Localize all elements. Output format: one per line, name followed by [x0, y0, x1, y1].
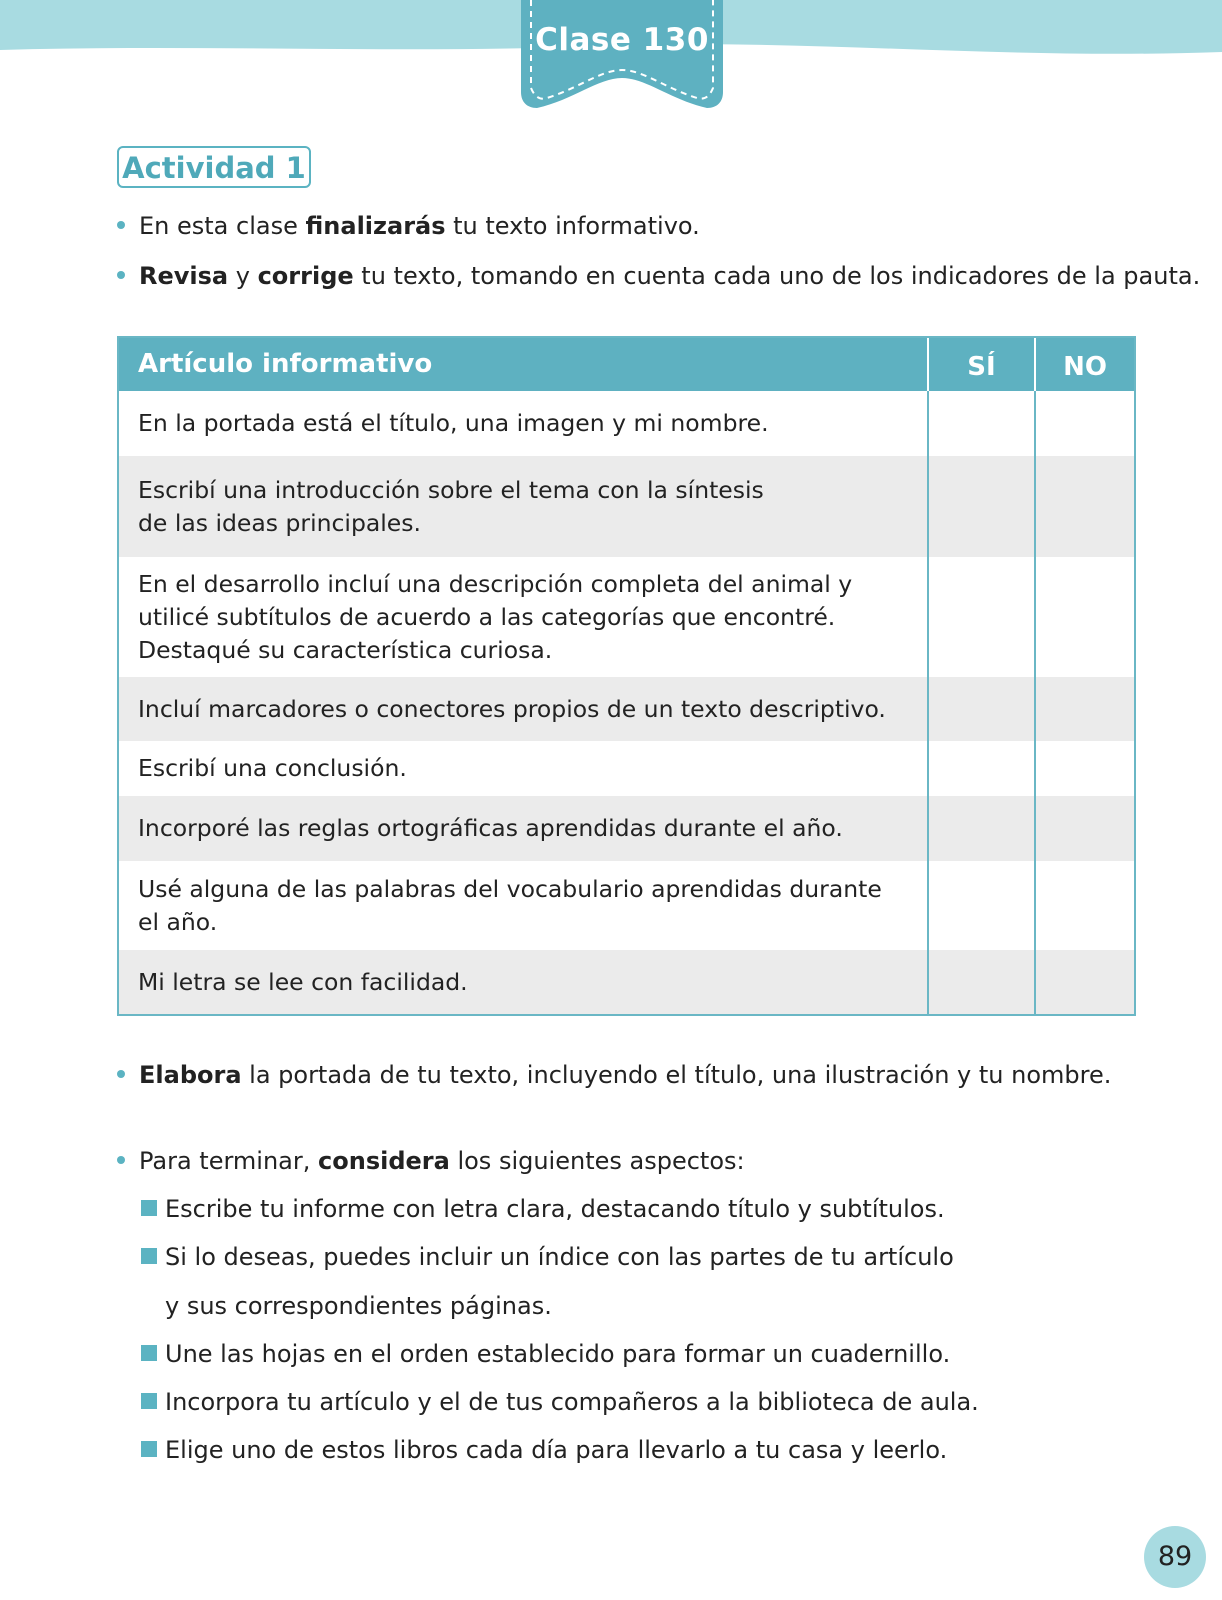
no-cell[interactable] [1034, 456, 1134, 557]
yes-cell[interactable] [927, 861, 1034, 950]
bullet-dot [117, 1070, 125, 1078]
square-bullet [141, 1200, 157, 1216]
yes-cell[interactable] [927, 391, 1034, 456]
no-cell[interactable] [1034, 861, 1134, 950]
table-row [119, 391, 1134, 456]
table-row [119, 677, 1134, 741]
table-row [119, 861, 1134, 950]
activity-title: Actividad 1 [122, 151, 306, 185]
no-cell[interactable] [1034, 677, 1134, 741]
no-cell[interactable] [1034, 557, 1134, 677]
list-item: Incorpora tu artículo y el de tus compañeros a la biblioteca de aula. [141, 1387, 979, 1417]
list-item: Si lo deseas, puedes incluir un índice con las partes de tu artículo [141, 1242, 954, 1272]
header-criterion: Artículo informativo [138, 349, 433, 379]
instruction-2: Revisa y corrige tu texto, tomando en cuenta cada uno de los indicadores de la pauta. [117, 261, 1200, 291]
table-row [119, 796, 1134, 861]
page-number: 89 [1144, 1526, 1206, 1588]
criterion-text: Escribí una introducción sobre el tema con la síntesis de las ideas principales. [138, 475, 764, 537]
instruction-1: En esta clase finalizarás tu texto informativo. [117, 211, 700, 241]
no-cell[interactable] [1034, 796, 1134, 861]
bullet-dot [117, 271, 125, 279]
yes-cell[interactable] [927, 456, 1034, 557]
criterion-text: Escribí una conclusión. [138, 754, 407, 782]
criterion-text: Usé alguna de las palabras del vocabulario aprendidas durante el año. [138, 874, 882, 936]
activity-label-box [117, 146, 311, 188]
checklist-table [117, 336, 1136, 1016]
class-title: Clase 130 [535, 22, 709, 58]
table-row [119, 557, 1134, 677]
table-row [119, 741, 1134, 796]
criterion-text: Mi letra se lee con facilidad. [138, 967, 468, 996]
list-item-continuation: y sus correspondientes páginas. [165, 1292, 552, 1320]
square-bullet [141, 1441, 157, 1457]
yes-cell[interactable] [927, 741, 1034, 796]
square-bullet [141, 1248, 157, 1264]
instruction-considera: Para terminar, considera los siguientes aspectos: [117, 1146, 745, 1176]
yes-cell[interactable] [927, 796, 1034, 861]
square-bullet [141, 1345, 157, 1361]
criterion-text: En la portada está el título, una imagen y mi nombre. [138, 409, 769, 437]
header-yes: SÍ [927, 338, 1034, 391]
criterion-text: En el desarrollo incluí una descripción completa del animal y utilicé subtítulos de acuerdo a las categorías que encontré. Destaqué su característica curiosa. [138, 569, 853, 664]
list-item: Escribe tu informe con letra clara, destacando título y subtítulos. [141, 1194, 945, 1224]
table-row [119, 950, 1134, 1014]
yes-cell[interactable] [927, 950, 1034, 1014]
header-no: NO [1034, 338, 1134, 391]
no-cell[interactable] [1034, 741, 1134, 796]
no-cell[interactable] [1034, 950, 1134, 1014]
instruction-elabora: Elabora la portada de tu texto, incluyendo el título, una ilustración y tu nombre. [117, 1060, 1111, 1090]
no-cell[interactable] [1034, 391, 1134, 456]
table-header [119, 338, 1134, 391]
criterion-text: Incorporé las reglas ortográficas aprendidas durante el año. [138, 814, 843, 842]
table-row [119, 456, 1134, 557]
list-item: Une las hojas en el orden establecido para formar un cuadernillo. [141, 1339, 950, 1369]
list-item: Elige uno de estos libros cada día para llevarlo a tu casa y leerlo. [141, 1435, 947, 1465]
criterion-text: Incluí marcadores o conectores propios de un texto descriptivo. [138, 694, 886, 723]
square-bullet [141, 1393, 157, 1409]
bullet-dot [117, 221, 125, 229]
yes-cell[interactable] [927, 677, 1034, 741]
yes-cell[interactable] [927, 557, 1034, 677]
bullet-dot [117, 1156, 125, 1164]
